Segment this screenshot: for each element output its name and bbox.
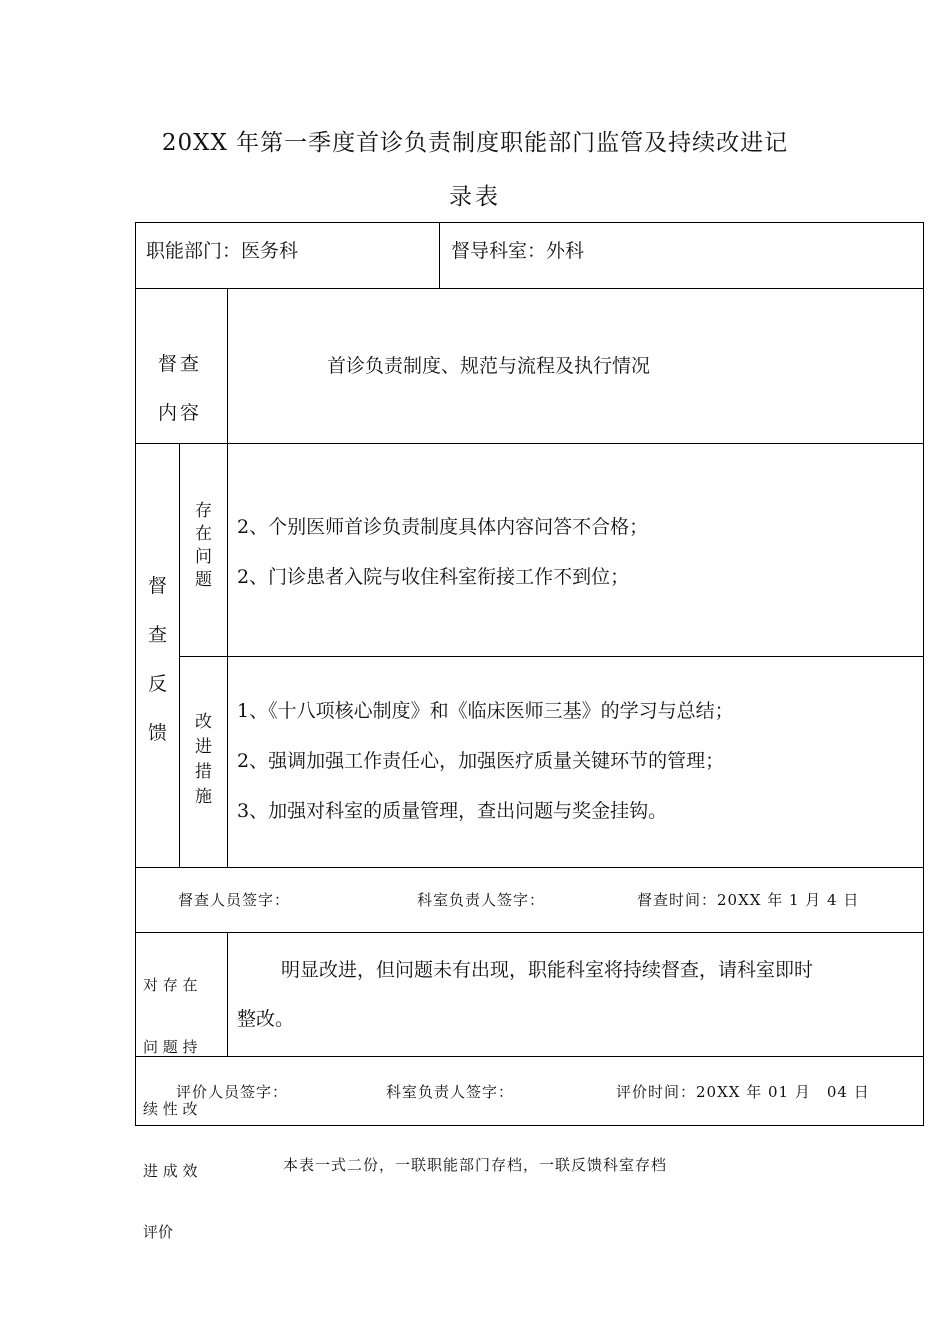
table-rule (135, 867, 924, 868)
table-border-bottom (135, 1125, 924, 1126)
measures-label-char: 措 (195, 762, 212, 782)
measures-label-char: 施 (195, 787, 212, 807)
content-label-line1: 督查 (158, 353, 203, 375)
measure-item: 2、强调加强工作责任心，加强医疗质量关键环节的管理； (237, 750, 725, 772)
feedback-label-char: 查 (147, 624, 167, 646)
evaluation-label-line: 进 成 效 (143, 1161, 198, 1180)
document-title-line1: 20XX 年第一季度首诊负责制度职能部门监管及持续改进记 (161, 130, 789, 156)
evaluation-text-line1: 明显改进，但问题未有出现，职能科室将持续督查，请科室即时 (281, 959, 814, 981)
table-rule (135, 932, 924, 933)
measures-label-char: 进 (195, 737, 212, 757)
evaluation-label-line: 对 存 在 (143, 976, 198, 995)
evaluation-label (143, 934, 198, 1284)
dept-head-signature-label: 科室负责人签字： (417, 891, 546, 909)
table-rule (135, 443, 924, 444)
dept-field: 职能部门：医务科 (146, 240, 299, 262)
table-border-right (923, 222, 924, 1126)
problems-label-char: 题 (195, 570, 212, 590)
inspector-signature-label: 督查人员签字： (178, 891, 291, 909)
evaluation-label-line: 评价 (143, 1223, 174, 1242)
table-rule (227, 288, 228, 868)
content-label-line2: 内容 (158, 402, 203, 424)
dept-head-signature-label-2: 科室负责人签字： (386, 1083, 515, 1101)
table-rule (227, 932, 228, 1057)
problem-item: 2、个别医师首诊负责制度具体内容问答不合格； (237, 516, 649, 538)
evaluation-text-line2: 整改。 (237, 1008, 295, 1030)
problems-label-char: 在 (195, 524, 212, 544)
feedback-label (136, 562, 179, 758)
table-rule (439, 222, 440, 289)
content-value: 首诊负责制度、规范与流程及执行情况 (327, 355, 651, 377)
measures-label (180, 710, 227, 810)
measure-item: 1、《十八项核心制度》和《临床医师三基》的学习与总结； (237, 700, 734, 722)
footer-note: 本表一式二份，一联职能部门存档，一联反馈科室存档 (282, 1156, 667, 1174)
measure-item: 3、加强对科室的质量管理，查出问题与奖金挂钩。 (237, 800, 668, 822)
supervised-dept-field: 督导科室：外科 (451, 240, 585, 262)
inspection-time: 督查时间：20XX 年 1 月 4 日 (637, 891, 860, 909)
problems-label (180, 500, 227, 592)
evaluation-time: 评价时间：20XX 年 01 月 04 日 (616, 1083, 870, 1101)
measures-label-char: 改 (195, 712, 212, 732)
problem-item: 2、门诊患者入院与收住科室衔接工作不到位； (237, 566, 630, 588)
problems-label-char: 存 (195, 501, 212, 521)
feedback-label-char: 反 (147, 673, 167, 695)
table-rule (135, 1056, 924, 1057)
table-border-top (135, 222, 924, 223)
evaluator-signature-label: 评价人员签字： (176, 1083, 289, 1101)
feedback-label-char: 馈 (147, 722, 167, 744)
problems-label-char: 问 (195, 547, 212, 567)
document-title-line2: 录表 (449, 184, 501, 210)
table-rule (179, 656, 924, 657)
feedback-label-char: 督 (147, 575, 167, 597)
evaluation-label-line: 续 性 改 (143, 1099, 198, 1118)
evaluation-label-line: 问 题 持 (143, 1037, 198, 1056)
table-rule (135, 288, 924, 289)
